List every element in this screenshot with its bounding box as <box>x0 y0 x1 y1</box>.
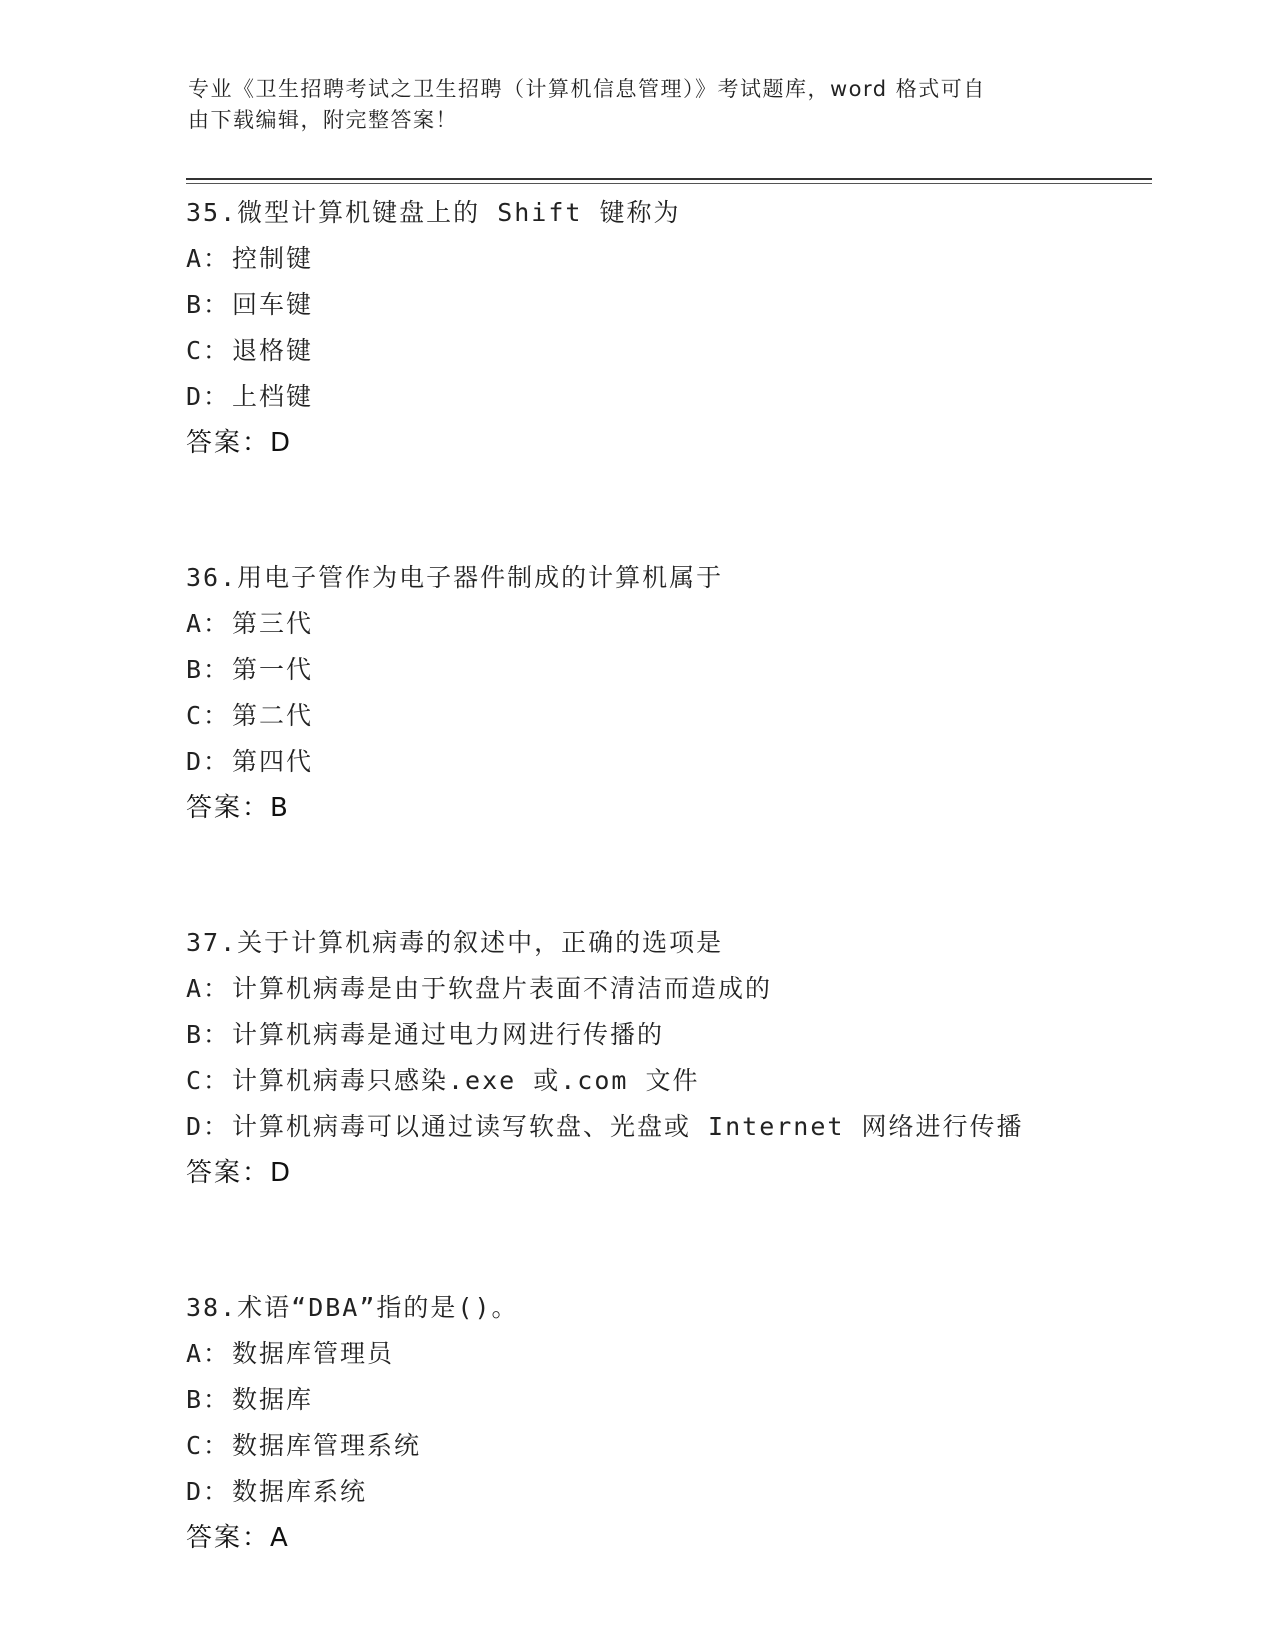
option-letter: A： <box>186 609 231 638</box>
option-c <box>186 1423 1146 1469</box>
question-38 <box>186 1285 1146 1561</box>
option-b <box>186 647 1146 693</box>
option-letter: C： <box>186 701 231 730</box>
question-list <box>186 190 1146 1561</box>
option-a <box>186 966 1146 1012</box>
question-37 <box>186 920 1146 1196</box>
option-letter: D： <box>186 1477 231 1506</box>
option-letter: A： <box>186 244 231 273</box>
question-stem: 35.微型计算机键盘上的 Shift 键称为 <box>186 198 681 227</box>
option-letter: B： <box>186 290 231 319</box>
option-letter: D： <box>186 747 231 776</box>
option-text: 数据库管理系统 <box>232 1431 422 1460</box>
header-divider-thin <box>186 183 1152 184</box>
answer-line: 答案：D <box>186 1158 293 1188</box>
option-letter: B： <box>186 655 231 684</box>
option-letter: D： <box>186 382 231 411</box>
option-b <box>186 1012 1146 1058</box>
option-a <box>186 601 1146 647</box>
option-text: 计算机病毒是通过电力网进行传播的 <box>232 1020 665 1049</box>
option-letter: C： <box>186 336 231 365</box>
option-text: 计算机病毒只感染.exe 或.com 文件 <box>232 1066 700 1095</box>
option-text: 计算机病毒是由于软盘片表面不清洁而造成的 <box>232 974 773 1003</box>
answer-line: 答案：B <box>186 793 290 823</box>
header-line-1: 专业《卫生招聘考试之卫生招聘（计算机信息管理）》考试题库，word 格式可自 <box>188 77 986 101</box>
option-text: 数据库管理员 <box>232 1339 395 1368</box>
option-text: 第三代 <box>232 609 314 638</box>
header-divider-thick <box>186 178 1152 180</box>
option-text: 回车键 <box>232 290 314 319</box>
question-stem: 37.关于计算机病毒的叙述中，正确的选项是 <box>186 928 724 957</box>
question-spacer <box>186 831 1146 920</box>
option-b <box>186 1377 1146 1423</box>
option-letter: C： <box>186 1431 231 1460</box>
question-spacer <box>186 1196 1146 1285</box>
option-d <box>186 374 1146 420</box>
option-letter: A： <box>186 1339 231 1368</box>
question-spacer <box>186 466 1146 555</box>
option-a <box>186 1331 1146 1377</box>
question-stem: 36.用电子管作为电子器件制成的计算机属于 <box>186 563 724 592</box>
option-letter: D： <box>186 1112 231 1141</box>
option-letter: C： <box>186 1066 231 1095</box>
answer-line: 答案：D <box>186 428 293 458</box>
option-letter: B： <box>186 1385 231 1414</box>
option-text: 第二代 <box>232 701 314 730</box>
option-text: 第四代 <box>232 747 314 776</box>
option-text: 上档键 <box>232 382 314 411</box>
option-c <box>186 693 1146 739</box>
option-d <box>186 1104 1146 1150</box>
option-text: 控制键 <box>232 244 314 273</box>
question-35 <box>186 190 1146 466</box>
option-a <box>186 236 1146 282</box>
option-letter: A： <box>186 974 231 1003</box>
question-stem: 38.术语“DBA”指的是()。 <box>186 1293 519 1322</box>
document-header <box>188 74 1068 136</box>
header-line-2: 由下载编辑，附完整答案！ <box>188 108 458 132</box>
option-text: 第一代 <box>232 655 314 684</box>
option-text: 数据库系统 <box>232 1477 368 1506</box>
option-c <box>186 1058 1146 1104</box>
option-text: 退格键 <box>232 336 314 365</box>
option-text: 数据库 <box>232 1385 314 1414</box>
option-b <box>186 282 1146 328</box>
question-36 <box>186 555 1146 831</box>
answer-line: 答案：A <box>186 1523 290 1553</box>
option-letter: B： <box>186 1020 231 1049</box>
option-d <box>186 739 1146 785</box>
option-d <box>186 1469 1146 1515</box>
option-text: 计算机病毒可以通过读写软盘、光盘或 Internet 网络进行传播 <box>232 1112 1024 1141</box>
option-c <box>186 328 1146 374</box>
